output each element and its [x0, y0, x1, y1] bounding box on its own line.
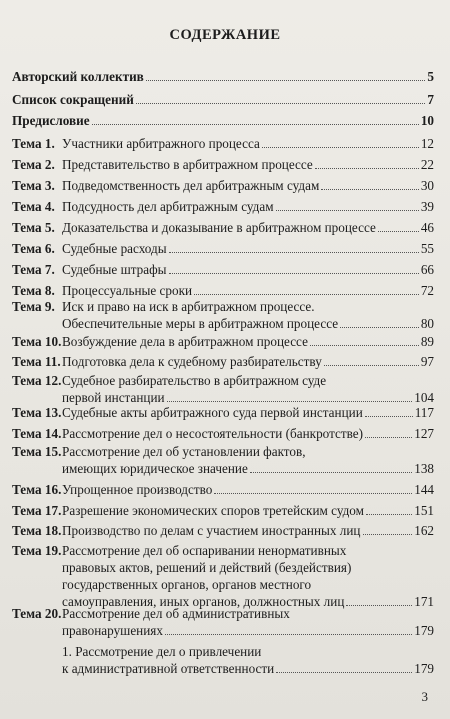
toc-topic[interactable]	[12, 333, 434, 350]
topic-label: Тема 1.	[12, 136, 55, 151]
toc-page-number: 97	[420, 354, 434, 369]
topic-label: Тема 8.	[12, 283, 55, 298]
toc-page-number: 72	[420, 283, 434, 298]
topic-title: Судебные акты арбитражного суда первой инстанции	[62, 405, 363, 420]
topic-title: Подведомственность дел арбитражным судам	[62, 178, 320, 193]
leader-dots	[315, 168, 419, 169]
toc-subitem[interactable]	[62, 643, 434, 677]
toc-topic[interactable]	[12, 177, 434, 194]
topic-title-line: Судебное разбирательство в арбитражном суде	[62, 373, 327, 388]
toc-topic[interactable]	[12, 219, 434, 236]
toc-topic[interactable]	[12, 156, 434, 173]
toc-page-number: 39	[420, 199, 434, 214]
leader-dots	[363, 534, 413, 535]
topic-label: Тема 14.	[12, 426, 62, 441]
toc-page-number: 46	[420, 220, 434, 235]
topic-title-line: Обеспечительные меры в арбитражном процессе	[62, 316, 339, 331]
leader-dots	[365, 437, 412, 438]
topic-label: Тема 5.	[12, 220, 55, 235]
leader-dots	[365, 416, 413, 417]
topic-title: Подготовка дела к судебному разбирательству	[62, 354, 322, 369]
topic-label: Тема 20.	[12, 606, 62, 621]
toc-topic[interactable]	[12, 605, 434, 639]
topic-label: Тема 13.	[12, 405, 62, 420]
leader-dots	[276, 672, 412, 673]
topic-title: Возбуждение дела в арбитражном процессе	[62, 334, 308, 349]
toc-page-number: 5	[427, 69, 434, 84]
page-title: СОДЕРЖАНИЕ	[169, 27, 281, 43]
leader-dots	[310, 345, 419, 346]
toc-topic[interactable]	[12, 372, 434, 406]
toc-topic[interactable]	[12, 522, 434, 539]
subitem-title-line: к административной ответственности	[62, 661, 275, 676]
toc-page-number: 66	[420, 262, 434, 277]
topic-title: Доказательства и доказывание в арбитражном процессе	[62, 220, 376, 235]
toc-topic[interactable]	[12, 502, 434, 519]
toc-page-number: 104	[414, 390, 434, 405]
toc-page-number: 7	[427, 92, 434, 107]
topic-title: Рассмотрение дел о несостоятельности (банкротстве)	[62, 426, 364, 441]
leader-dots	[262, 147, 419, 148]
toc-page-number: 171	[414, 594, 434, 609]
topic-title: Производство по делам с участием иностранных лиц	[62, 523, 361, 538]
toc-page-number: 30	[420, 178, 434, 193]
leader-dots	[378, 231, 419, 232]
topic-title-line: Рассмотрение дел об оспаривании ненормативных	[62, 543, 347, 558]
page-number: 3	[421, 689, 428, 704]
toc-entry-title: Список сокращений	[12, 92, 134, 107]
topic-title-line: Рассмотрение дел об административных	[62, 606, 290, 621]
topic-label: Тема 15.	[12, 444, 62, 459]
topic-title: Судебные расходы	[62, 241, 167, 256]
topic-label: Тема 16.	[12, 482, 62, 497]
topic-title: Процессуальные сроки	[62, 283, 193, 298]
leader-dots	[167, 401, 413, 402]
toc-page-number: 179	[414, 661, 434, 676]
toc-front-item[interactable]	[12, 91, 434, 108]
topic-title: Разрешение экономических споров третейским судом	[62, 503, 364, 518]
leader-dots	[194, 294, 419, 295]
leader-dots	[136, 103, 426, 104]
leader-dots	[324, 365, 419, 366]
toc-page-number: 162	[414, 523, 434, 538]
topic-label: Тема 4.	[12, 199, 55, 214]
toc-page-number: 55	[420, 241, 434, 256]
topic-label: Тема 7.	[12, 262, 55, 277]
topic-title-line: Рассмотрение дел об установлении фактов,	[62, 444, 306, 459]
leader-dots	[321, 189, 419, 190]
topic-title-line: самоуправления, иных органов, должностных лиц	[62, 594, 345, 609]
topic-title-line: правовых актов, решений и действий (бездействия)	[62, 560, 352, 575]
leader-dots	[340, 327, 419, 328]
toc-page-number: 10	[420, 113, 434, 128]
toc-topic[interactable]	[12, 353, 434, 370]
toc-page-number: 138	[414, 461, 434, 476]
toc-topic[interactable]	[12, 261, 434, 278]
leader-dots	[165, 634, 412, 635]
toc-topic[interactable]	[12, 481, 434, 498]
topic-label: Тема 19.	[12, 543, 62, 558]
toc-page-number: 89	[420, 334, 434, 349]
topic-label: Тема 11.	[12, 354, 61, 369]
topic-label: Тема 10.	[12, 334, 62, 349]
toc-front-item[interactable]	[12, 112, 434, 129]
topic-label: Тема 18.	[12, 523, 62, 538]
toc-page-number: 117	[414, 405, 434, 420]
toc-topic[interactable]	[12, 443, 434, 477]
toc-front-item[interactable]	[12, 68, 434, 85]
toc-topic[interactable]	[12, 198, 434, 215]
topic-title: Упрощенное производство	[62, 482, 213, 497]
toc-entry-title: Предисловие	[12, 113, 90, 128]
topic-title: Подсудность дел арбитражным судам	[62, 199, 274, 214]
topic-label: Тема 17.	[12, 503, 62, 518]
topic-label: Тема 9.	[12, 299, 55, 314]
toc-topic[interactable]	[12, 298, 434, 332]
leader-dots	[92, 124, 419, 125]
topic-label: Тема 3.	[12, 178, 55, 193]
topic-title-line: правонарушениях	[62, 623, 163, 638]
topic-title: Представительство в арбитражном процессе	[62, 157, 313, 172]
topic-label: Тема 12.	[12, 373, 62, 388]
toc-topic[interactable]	[12, 240, 434, 257]
toc-topic[interactable]	[12, 542, 434, 610]
toc-page-number: 22	[420, 157, 434, 172]
topic-title-line: первой инстанции	[62, 390, 165, 405]
topic-title: Участники арбитражного процесса	[62, 136, 260, 151]
toc-page-number: 80	[420, 316, 434, 331]
toc-page-number: 151	[414, 503, 434, 518]
leader-dots	[276, 210, 419, 211]
toc-page-number: 179	[414, 623, 434, 638]
leader-dots	[250, 472, 412, 473]
topic-title: Судебные штрафы	[62, 262, 167, 277]
toc-page-number: 12	[420, 136, 434, 151]
toc-entry-title: Авторский коллектив	[12, 69, 144, 84]
leader-dots	[169, 273, 419, 274]
toc-page-number: 144	[414, 482, 434, 497]
topic-title-line: государственных органов, органов местного	[62, 577, 312, 592]
leader-dots	[169, 252, 419, 253]
leader-dots	[214, 493, 412, 494]
toc-topic[interactable]	[12, 282, 434, 299]
topic-title-line: Иск и право на иск в арбитражном процессе.	[62, 299, 315, 314]
toc-topic[interactable]	[12, 135, 434, 152]
topic-label: Тема 6.	[12, 241, 55, 256]
subitem-title-line: 1. Рассмотрение дел о привлечении	[62, 644, 262, 659]
topic-label: Тема 2.	[12, 157, 55, 172]
topic-title-line: имеющих юридическое значение	[62, 461, 248, 476]
toc-topic[interactable]	[12, 425, 434, 442]
toc-page-number: 127	[414, 426, 434, 441]
toc-topic[interactable]	[12, 404, 434, 421]
leader-dots	[146, 80, 426, 81]
leader-dots	[366, 514, 412, 515]
